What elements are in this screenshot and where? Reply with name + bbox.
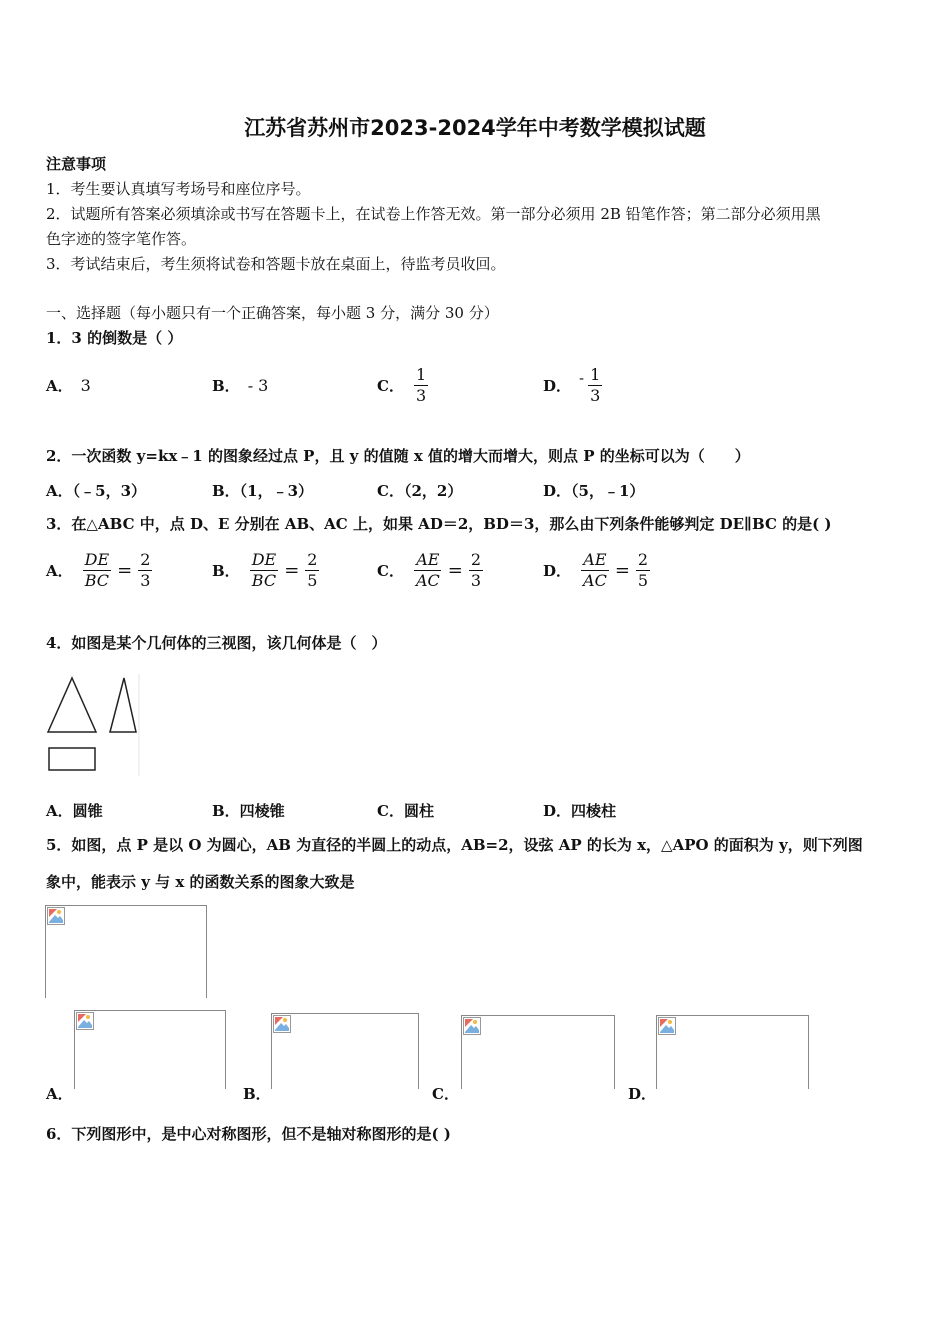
fraction <box>469 550 483 591</box>
fraction <box>250 550 279 591</box>
q2-option-a: A．（﹣5，3） <box>46 482 147 500</box>
q4-option-c: C．圆柱 <box>377 802 434 820</box>
q3-option-b <box>212 545 319 595</box>
three-views-figure <box>44 672 144 778</box>
q5-option-d-figure <box>656 1015 809 1089</box>
q1-option-c <box>377 360 428 410</box>
denominator: BC <box>84 570 110 590</box>
notice-item-1: 1．考生要认真填写考场号和座位序号。 <box>46 180 311 198</box>
numerator: 1 <box>415 364 427 384</box>
numerator: 1 <box>590 364 601 384</box>
denominator: 3 <box>140 570 151 590</box>
equals-sign: = <box>614 559 630 581</box>
q5-option-b-figure <box>271 1013 419 1089</box>
q4-option-a: A．圆锥 <box>46 802 103 820</box>
fraction <box>414 550 442 591</box>
page-title: 江苏省苏州市2023-2024学年中考数学模拟试题 <box>244 116 706 140</box>
fraction <box>636 550 650 591</box>
denominator: AC <box>415 570 440 590</box>
side-view-triangle <box>110 678 136 732</box>
option-letter: A． <box>46 376 73 395</box>
broken-image-icon <box>47 907 65 925</box>
q3-option-c <box>377 545 483 595</box>
fraction <box>581 550 609 591</box>
q3-stem: 3．在△ABC 中，点 D、E 分别在 AB、AC 上，如果 AD＝2，BD＝3，那么由下列条件能够判定 DE∥BC 的是( ) <box>46 515 832 533</box>
q5-option-b-label: B． <box>243 1085 271 1103</box>
option-value: 3 <box>80 375 91 395</box>
section-heading: 一、选择题（每小题只有一个正确答案，每小题 3 分，满分 30 分） <box>46 304 499 322</box>
numerator: 2 <box>140 549 151 569</box>
equals-sign: = <box>447 559 463 581</box>
denominator: 3 <box>470 570 482 590</box>
numerator: 2 <box>307 549 318 569</box>
numerator: DE <box>251 549 277 569</box>
q5-option-c-figure <box>461 1015 615 1089</box>
fraction <box>414 365 428 406</box>
denominator: BC <box>251 570 277 590</box>
denominator: 3 <box>415 385 427 405</box>
q5-stem-line1: 5．如图，点 P 是以 O 为圆心，AB 为直径的半圆上的动点，AB=2，设弦 AP 的长为 x，△APO 的面积为 y，则下列图 <box>46 836 863 854</box>
q4-option-b: B．四棱锥 <box>212 802 285 820</box>
numerator: AE <box>416 549 440 569</box>
q1-stem: 1．3 的倒数是（ ） <box>46 329 183 347</box>
q2-option-b: B．（1，﹣3） <box>212 482 314 500</box>
option-letter: B． <box>212 376 240 395</box>
option-letter: A． <box>46 561 73 580</box>
q4-stem: 4．如图是某个几何体的三视图，该几何体是（ ） <box>46 634 387 652</box>
broken-image-icon <box>273 1015 291 1033</box>
option-letter: B． <box>212 561 240 580</box>
minus-sign: - <box>579 369 585 387</box>
q5-option-d-label: D． <box>628 1085 657 1103</box>
q2-option-d: D．（5，﹣1） <box>543 482 645 500</box>
fraction <box>83 550 112 591</box>
option-letter: D． <box>543 561 572 580</box>
q4-option-d: D．四棱柱 <box>543 802 617 820</box>
top-view-rectangle <box>49 748 95 770</box>
broken-image-icon <box>76 1012 94 1030</box>
denominator: 5 <box>307 570 318 590</box>
q5-option-a-figure <box>74 1010 226 1089</box>
denominator: 3 <box>590 385 601 405</box>
notice-item-3: 3．考试结束后，考生须将试卷和答题卡放在桌面上，待监考员收回。 <box>46 255 506 273</box>
equals-sign: = <box>117 559 133 581</box>
numerator: 2 <box>637 549 649 569</box>
denominator: AC <box>583 570 607 590</box>
numerator: 2 <box>470 549 482 569</box>
q1-option-d <box>543 360 602 410</box>
q5-option-a-label: A． <box>46 1085 73 1103</box>
denominator: 5 <box>637 570 649 590</box>
notice-heading: 注意事项 <box>46 155 107 173</box>
broken-image-icon <box>463 1017 481 1035</box>
q1-option-b <box>212 360 268 410</box>
numerator: AE <box>583 549 607 569</box>
fraction <box>588 365 602 406</box>
q2-stem: 2．一次函数 y=kx﹣1 的图象经过点 P，且 y 的值随 x 值的增大而增大，则点 P 的坐标可以为（ ） <box>46 447 750 465</box>
q3-option-a <box>46 545 152 595</box>
q2-option-c: C．（2，2） <box>377 482 463 500</box>
q5-main-figure <box>45 905 207 998</box>
equals-sign: = <box>284 559 300 581</box>
option-letter: D． <box>543 376 572 395</box>
option-letter: C． <box>377 561 404 580</box>
q6-stem: 6．下列图形中，是中心对称图形，但不是轴对称图形的是( ) <box>46 1125 451 1143</box>
notice-item-2: 2．试题所有答案必须填涂或书写在答题卡上，在试卷上作答无效。第一部分必须用 2B 铅笔作答；第二部分必须用黑 <box>46 205 821 223</box>
option-value: - 3 <box>247 375 269 395</box>
front-view-triangle <box>48 678 96 732</box>
fraction <box>305 550 319 591</box>
numerator: DE <box>84 549 110 569</box>
q1-option-a <box>46 360 91 410</box>
option-letter: C． <box>377 376 404 395</box>
fraction <box>138 550 152 591</box>
notice-item-2-cont: 色字迹的签字笔作答。 <box>46 230 197 248</box>
q5-option-c-label: C． <box>432 1085 459 1103</box>
q5-stem-line2: 象中，能表示 y 与 x 的函数关系的图象大致是 <box>46 873 355 891</box>
broken-image-icon <box>658 1017 676 1035</box>
q3-option-d <box>543 545 650 595</box>
